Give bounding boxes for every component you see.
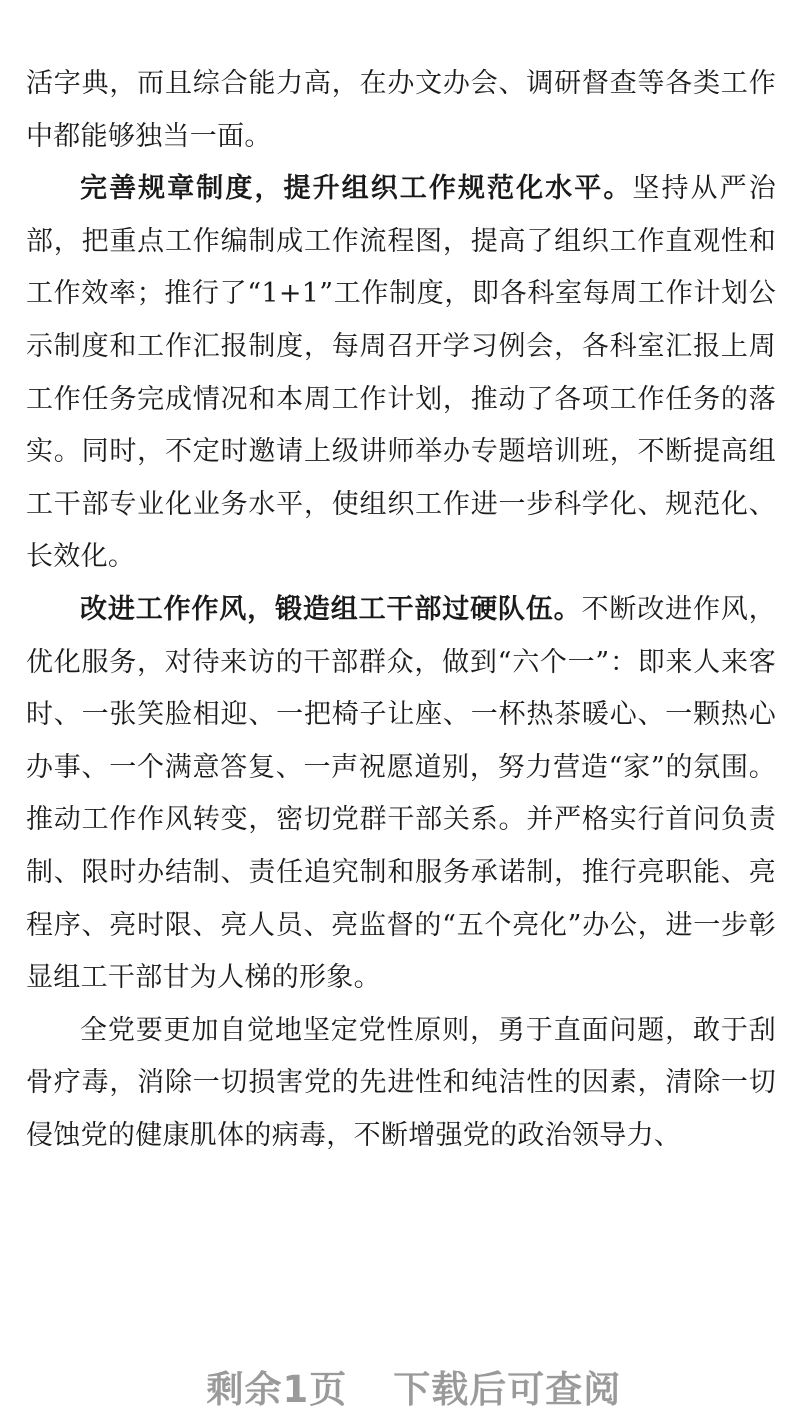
remaining-pages-label: 剩余1页 <box>206 1368 348 1411</box>
document-body <box>26 58 776 1162</box>
paragraph-text: 活字典，而且综合能力高，在办文办会、调研督查等各类工作中都能够独当一面。 <box>26 68 776 152</box>
paragraph-4 <box>26 1005 776 1163</box>
paragraph-lead: 改进工作作风，锻造组工干部过硬队伍。 <box>80 593 582 625</box>
paragraph-text: 坚持从严治部，把重点工作编制成工作流程图，提高了组织工作直观性和工作效率；推行了“1+1”工作制度，即各科室每周工作计划公示制度和工作汇报制度，每周召开学习例会，各科室汇报上周工作任务完成情况和本周工作计划，推动了各项工作任务的落实。同时，不定时邀请上级讲师举办专题培训班，不断提高组工干部专业化业务水平，使组织工作进一步科学化、规范化、长效化。 <box>26 173 777 573</box>
paragraph-3 <box>26 584 776 1005</box>
paragraph-2 <box>26 163 776 584</box>
download-prompt[interactable] <box>0 1316 800 1413</box>
paragraph-1 <box>26 58 776 163</box>
paragraph-text: 全党要更加自觉地坚定党性原则，勇于直面问题，敢于刮骨疗毒，消除一切损害党的先进性和纯洁性的因素，清除一切侵蚀党的健康肌体的病毒，不断增强党的政治领导力、 <box>26 1014 776 1151</box>
paragraph-lead: 完善规章制度，提升组织工作规范化水平。 <box>80 173 633 205</box>
download-to-view-label: 下载后可查阅 <box>393 1368 622 1411</box>
paragraph-text: 不断改进作风，优化服务，对待来访的干部群众，做到“六个一”：即来人来客时、一张笑脸相迎、一把椅子让座、一杯热茶暖心、一颗热心办事、一个满意答复、一声祝愿道别，努力营造“家”的氛围。推动工作作风转变，密切党群干部关系。并严格实行首问负责制、限时办结制、责任追究制和服务承诺制，推行亮职能、亮程序、亮时限、亮人员、亮监督的“五个亮化”办公，进一步彰显组工干部甘为人梯的形象。 <box>26 593 776 994</box>
